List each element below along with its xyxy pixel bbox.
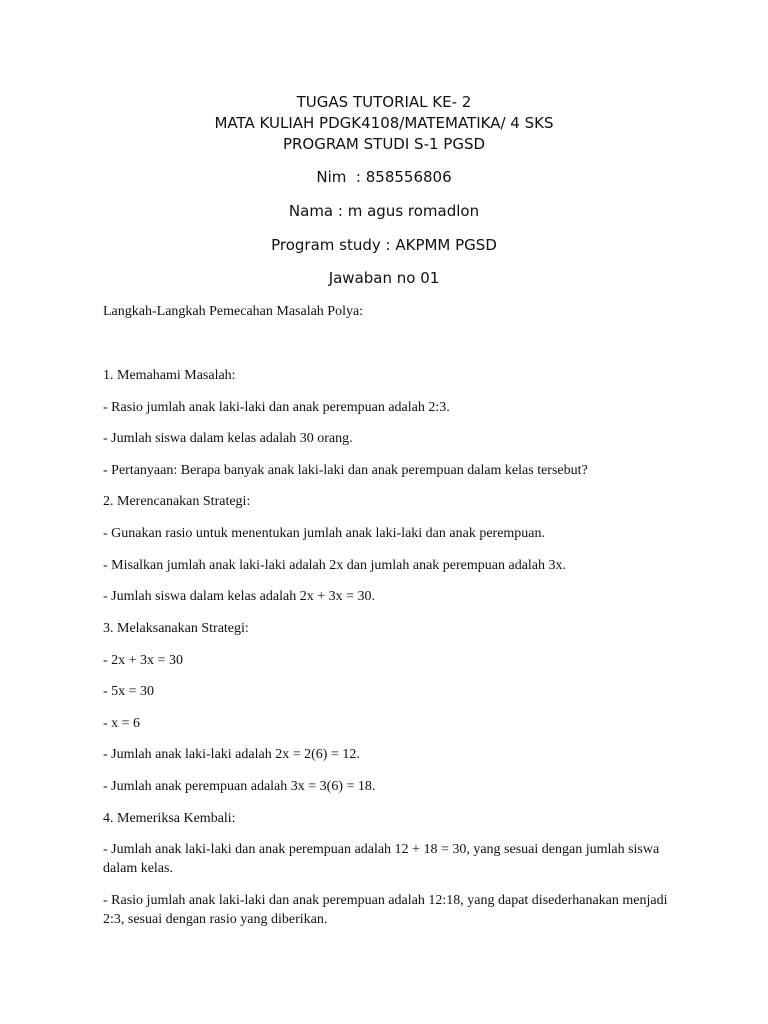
student-name: Nama : m agus romadlon (288, 202, 480, 220)
step-item: - Jumlah siswa dalam kelas adalah 2x + 3x = 30. (103, 589, 376, 604)
step-heading: 2. Merencanakan Strategi: (103, 494, 251, 509)
step-item: - Rasio jumlah anak laki-laki dan anak perempuan adalah 12:18, yang dapat disederhanakan menjadi 2:3, sesuai dengan rasio yang diberikan. (103, 893, 668, 927)
step-item: - Jumlah anak perempuan adalah 3x = 3(6) = 18. (103, 779, 376, 794)
answer-number: Jawaban no 01 (328, 269, 440, 287)
step-item: - Jumlah anak laki-laki dan anak perempuan adalah 12 + 18 = 30, yang sesuai dengan jumlah siswa dalam kelas. (103, 842, 660, 876)
step-heading: 4. Memeriksa Kembali: (103, 811, 236, 826)
polya-intro: Langkah-Langkah Pemecahan Masalah Polya: (103, 304, 364, 319)
student-nim: Nim : 858556806 (316, 168, 452, 186)
step-item: - 5x = 30 (103, 684, 155, 699)
step-item: - Jumlah anak laki-laki adalah 2x = 2(6) = 12. (103, 747, 360, 762)
step-item: - Gunakan rasio untuk menentukan jumlah anak laki-laki dan anak perempuan. (103, 526, 546, 541)
document-header (0, 92, 768, 155)
course-line: MATA KULIAH PDGK4108/MATEMATIKA/ 4 SKS (214, 114, 554, 132)
step-item: - Misalkan jumlah anak laki-laki adalah 2x dan jumlah anak perempuan adalah 3x. (103, 558, 567, 573)
step-item: - Rasio jumlah anak laki-laki dan anak perempuan adalah 2:3. (103, 400, 450, 415)
student-program-study: Program study : AKPMM PGSD (271, 236, 497, 254)
step-item: - x = 6 (103, 716, 141, 731)
step-item: - Jumlah siswa dalam kelas adalah 30 orang. (103, 431, 353, 446)
program-line: PROGRAM STUDI S-1 PGSD (282, 135, 486, 153)
step-item: - 2x + 3x = 30 (103, 653, 183, 668)
assignment-title: TUGAS TUTORIAL KE- 2 (296, 93, 472, 111)
step-heading: 3. Melaksanakan Strategi: (103, 621, 249, 636)
step-heading: 1. Memahami Masalah: (103, 368, 236, 383)
step-item: - Pertanyaan: Berapa banyak anak laki-laki dan anak perempuan dalam kelas tersebut? (103, 463, 588, 478)
